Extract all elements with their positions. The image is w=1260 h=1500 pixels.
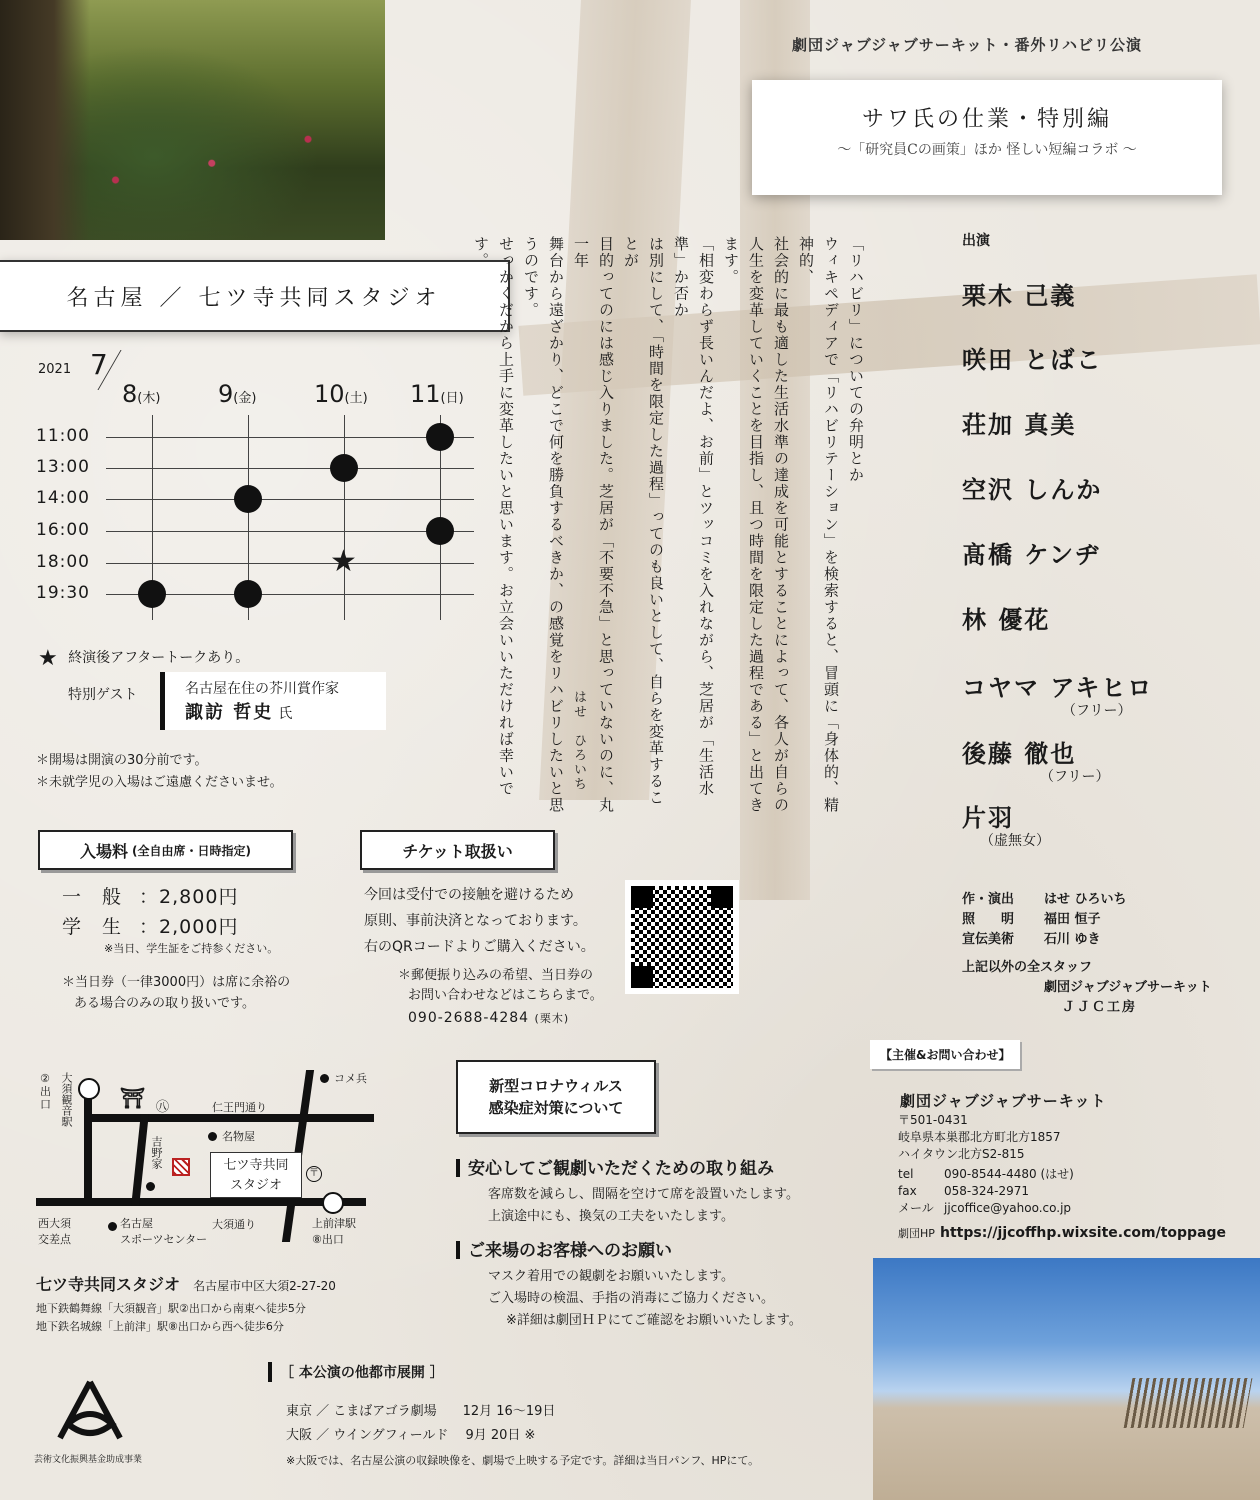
map-studio-1: 七ツ寺共同 bbox=[223, 1158, 289, 1173]
ticket-phone[interactable]: 090-2688-4284 bbox=[408, 1010, 530, 1026]
time-label: 11:00 bbox=[36, 426, 90, 446]
admission-label-sub: (全自由席・日時指定) bbox=[132, 843, 251, 858]
essay-line: 舞台から遠ざかり、どこで何を勝負するべきか、の感覚をリハビリしたいと思うのです。 bbox=[522, 236, 565, 814]
admission-label-box bbox=[38, 830, 293, 870]
cast-member-name: 髙橋 ケンヂ bbox=[962, 541, 1102, 569]
guest-honorific: 氏 bbox=[278, 706, 293, 722]
map-exit8: ⑧出口 bbox=[312, 1233, 344, 1246]
access-1: 地下鉄鶴舞線「大須観音」駅②出口から南東へ徒歩5分 bbox=[36, 1302, 306, 1315]
day-header bbox=[314, 380, 368, 408]
map-nishiosu-2: 交差点 bbox=[38, 1233, 71, 1246]
covid-measure-1: 客席数を減らし、間隔を空けて席を設置いたします。 bbox=[488, 1187, 799, 1202]
venue-callout bbox=[210, 1152, 302, 1198]
venue-marker-icon bbox=[172, 1158, 190, 1176]
company-line: 劇団ジャブジャブサーキット・番外リハビリ公演 bbox=[792, 36, 1143, 54]
guest-desc: 名古屋在住の芥川賞作家 bbox=[185, 681, 339, 697]
covid-label-box bbox=[456, 1060, 656, 1134]
map-nishiosu-1: 西大須 bbox=[38, 1217, 71, 1230]
yoshinoya-dot-icon bbox=[146, 1182, 155, 1191]
general-price-row bbox=[62, 882, 238, 909]
ticket-note-1: ＊郵便振り込みの希望、当日券の bbox=[398, 968, 594, 983]
map-nishiosu bbox=[38, 1216, 71, 1248]
cast-member-name: 後藤 徹也 bbox=[962, 740, 1077, 768]
grant-text: 芸術文化振興基金助成事業 bbox=[34, 1455, 143, 1465]
essay-line: 人生を変革していくことを目指し、且つ時間を限定した過程である」と出てきます。 bbox=[722, 236, 765, 814]
performance-dot-icon bbox=[426, 517, 454, 545]
staff-role: 作・演出 bbox=[962, 892, 1015, 907]
cast-member-name: 空沢 しんか bbox=[962, 476, 1103, 504]
dune-photo bbox=[873, 1258, 1260, 1500]
cast-member-note: （虚無女） bbox=[980, 833, 1050, 849]
covid-heading-2: ご来場のお客様へのお願い bbox=[456, 1236, 672, 1261]
star-note: 終演後アフタートークあり。 bbox=[68, 650, 250, 666]
fax-label: fax bbox=[898, 1184, 917, 1198]
contact-label: 【主催&お問い合わせ】 bbox=[870, 1040, 1020, 1069]
map-komehyo: コメ兵 bbox=[334, 1072, 367, 1085]
day-header bbox=[410, 380, 464, 408]
essay-line: せっかくだから上手に変革したいと思います。お立会いいただければ幸いです。 bbox=[472, 236, 515, 797]
day-header bbox=[218, 380, 256, 408]
cast-member-name: 栗木 己義 bbox=[962, 282, 1077, 310]
ticket-text bbox=[364, 882, 595, 960]
schedule-year: 2021 bbox=[38, 362, 72, 377]
map-niomon: 仁王門通り bbox=[212, 1101, 267, 1114]
student-label: 学 生 bbox=[62, 916, 123, 938]
map-sports bbox=[120, 1216, 207, 1248]
grid-row-line bbox=[106, 499, 474, 500]
kamimaezu-station-icon bbox=[322, 1192, 344, 1214]
cast-member-name: コヤマ アキヒロ bbox=[962, 674, 1154, 702]
cast-member-name: 咲田 とばこ bbox=[962, 346, 1103, 374]
tour-osaka: 大阪 ／ ウイングフィールド 9月 20日 ※ bbox=[286, 1428, 536, 1443]
day-number: 10 bbox=[314, 380, 345, 408]
student-note: ※当日、学生証をご持参ください。 bbox=[104, 942, 279, 955]
access-map bbox=[36, 1066, 376, 1256]
hp-link[interactable]: https://jjcoffhp.wixsite.com/toppage bbox=[940, 1225, 1227, 1241]
ticket-label: チケット取扱い bbox=[360, 830, 555, 870]
day-header bbox=[122, 380, 160, 408]
door-note-2: ある場合のみの取り扱いです。 bbox=[74, 996, 255, 1011]
ticket-phone-owner: (栗木) bbox=[534, 1012, 570, 1025]
grid-row-line bbox=[106, 468, 474, 469]
time-label: 13:00 bbox=[36, 457, 90, 477]
ticket-note-2: お問い合わせなどはこちらまで。 bbox=[408, 988, 603, 1003]
contact-zip: 〒501-0431 bbox=[898, 1113, 968, 1127]
performance-dot-icon bbox=[138, 580, 166, 608]
performance-dot-icon bbox=[426, 423, 454, 451]
contact-details bbox=[898, 1166, 1074, 1217]
admission-label: 入場料 bbox=[80, 841, 129, 861]
contact-addr1: 岐阜県本巣郡北方町北方1857 bbox=[898, 1130, 1061, 1144]
covid-measures bbox=[488, 1184, 799, 1228]
covid-request-2: ご入場時の検温、手指の消毒にご協力ください。 bbox=[488, 1291, 775, 1306]
map-osu-kannon: 大須観音駅 bbox=[60, 1072, 73, 1127]
staff-row bbox=[962, 888, 1127, 907]
performance-star-icon: ★ bbox=[330, 544, 357, 579]
tour-note: ※大阪では、名古屋公演の収録映像を、劇場で上映する予定です。詳細は当日パンフ、HPにて。 bbox=[286, 1454, 760, 1467]
essay-line: 目的ってのには感じ入りました。芝居が「不要不急」と思っていないのに、丸一年 bbox=[572, 236, 615, 814]
map-road-west bbox=[84, 1088, 92, 1206]
tour-tokyo: 東京 ／ こまばアゴラ劇場 12月 16～19日 bbox=[286, 1404, 556, 1419]
covid-requests bbox=[488, 1266, 802, 1332]
essay-line: は別にして、「時間を限定した過程」ってのも良いとして、自らを変革することが bbox=[622, 236, 665, 806]
map-exit2: ②出口 bbox=[40, 1072, 51, 1111]
performance-dot-icon bbox=[234, 580, 262, 608]
time-label: 19:30 bbox=[36, 583, 90, 603]
star-icon: ★ bbox=[38, 646, 58, 671]
title-box bbox=[752, 80, 1222, 195]
staff-row bbox=[962, 928, 1101, 947]
access-info bbox=[36, 1300, 306, 1336]
ticket-qr-code[interactable] bbox=[625, 880, 739, 994]
play-subtitle: ～「研究員Cの画策」ほか 怪しい短編コラボ ～ bbox=[837, 142, 1137, 158]
staff-row bbox=[962, 908, 1101, 927]
general-label: 一 般 bbox=[62, 886, 123, 908]
performance-dot-icon bbox=[330, 454, 358, 482]
contact-addr2: ハイタウン北方S2-815 bbox=[898, 1147, 1025, 1161]
essay-signature: はせ ひろいち bbox=[571, 690, 586, 792]
tel-label: tel bbox=[898, 1167, 914, 1181]
map-meigaya: 名物屋 bbox=[222, 1130, 255, 1143]
covid-request-3: ※詳細は劇団ＨＰにてご確認をお願いいたします。 bbox=[506, 1313, 802, 1328]
tel-value[interactable]: 090-8544-4480 (はせ) bbox=[944, 1167, 1074, 1181]
garden-photo bbox=[0, 0, 385, 240]
grid-column-line bbox=[344, 415, 345, 620]
arts-fund-logo-icon bbox=[54, 1380, 126, 1440]
star-note-row bbox=[38, 644, 249, 674]
day-of-week: (土) bbox=[344, 391, 368, 406]
ticket-note bbox=[398, 966, 603, 1006]
others-1: 劇団ジャブジャブサーキット bbox=[1044, 980, 1212, 995]
play-title: サワ氏の仕業・特別編 bbox=[861, 107, 1112, 132]
ticket-line-1: 今回は受付での接触を避けるため bbox=[364, 887, 574, 903]
covid-measure-2: 上演途中にも、換気の工夫をいたします。 bbox=[488, 1209, 734, 1224]
covid-label-1: 新型コロナウィルス bbox=[489, 1077, 623, 1095]
ticket-line-2: 原則、事前決済となっております。 bbox=[364, 913, 587, 929]
map-koban-icon: ㊇ bbox=[156, 1100, 170, 1115]
staff-name: はせ ひろいち bbox=[1044, 892, 1127, 907]
others-2: ＪＪＣ工房 bbox=[1062, 1000, 1138, 1015]
contact-org: 劇団ジャブジャブサーキット bbox=[900, 1092, 1107, 1110]
hp-row bbox=[898, 1222, 1226, 1241]
time-label: 16:00 bbox=[36, 520, 90, 540]
time-label: 18:00 bbox=[36, 552, 90, 572]
mail-value[interactable]: jjcoffice@yahoo.co.jp bbox=[944, 1201, 1072, 1215]
covid-request-1: マスク着用での観劇をお願いいたします。 bbox=[488, 1269, 734, 1284]
grid-row-line bbox=[106, 437, 474, 438]
mail-label: メール bbox=[898, 1201, 934, 1215]
student-price-row bbox=[62, 912, 238, 939]
staff-role: 照 明 bbox=[962, 912, 1015, 927]
venue-title: 名古屋 ／ 七ツ寺共同スタジオ bbox=[0, 260, 510, 332]
staff-name: 福田 恒子 bbox=[1044, 912, 1101, 927]
map-kamimaezu bbox=[312, 1216, 356, 1248]
ticket-phone-row bbox=[408, 1010, 569, 1026]
guest-box bbox=[160, 672, 386, 730]
others-label: 上記以外の全スタッフ bbox=[962, 960, 1093, 975]
essay-line: 社会的に最も適した生活水準の達成を可能とすることによって、各人が自らの bbox=[772, 236, 790, 814]
door-note-1: ＊当日券（一律3000円）は席に余裕の bbox=[62, 975, 291, 990]
cast-member-name: 林 優花 bbox=[962, 606, 1051, 634]
map-venue-name: 七ツ寺共同スタジオ bbox=[36, 1275, 181, 1294]
map-osu-dori: 大須通り bbox=[212, 1218, 256, 1231]
komehyo-dot-icon bbox=[320, 1074, 329, 1083]
essay-line: 「リハビリ」についての弁明とか bbox=[847, 236, 865, 484]
staff-name: 石川 ゆき bbox=[1044, 932, 1101, 947]
qr-code-icon bbox=[631, 886, 733, 988]
map-sports-2: スポーツセンター bbox=[120, 1233, 208, 1246]
essay-block bbox=[468, 236, 868, 816]
map-venue-addr: 名古屋市中区大須2-27-20 bbox=[193, 1279, 336, 1293]
sports-dot-icon bbox=[108, 1222, 117, 1231]
schedule-month: 7 bbox=[90, 348, 108, 381]
day-number: 11 bbox=[410, 380, 441, 408]
note-line: ＊開場は開演の30分前です。 bbox=[36, 753, 208, 768]
day-of-week: (木) bbox=[137, 391, 161, 406]
map-studio-2: スタジオ bbox=[229, 1178, 282, 1193]
map-road-niomon bbox=[84, 1114, 374, 1122]
cast-member-note: （フリー） bbox=[1062, 703, 1132, 719]
tour-label: ［ 本公演の他都市展開 ］ bbox=[268, 1362, 444, 1382]
osu-kannon-station-icon bbox=[78, 1078, 100, 1100]
guest-name-row bbox=[185, 698, 386, 724]
covid-label-2: 感染症対策について bbox=[488, 1099, 624, 1117]
grid-row-line bbox=[106, 531, 474, 532]
time-label: 14:00 bbox=[36, 488, 90, 508]
grid-row-line bbox=[106, 563, 474, 564]
day-of-week: (金) bbox=[233, 391, 257, 406]
day-number: 9 bbox=[218, 380, 234, 408]
day-number: 8 bbox=[122, 380, 138, 408]
tour-list bbox=[286, 1400, 555, 1448]
staff-role: 宣伝美術 bbox=[962, 932, 1015, 947]
map-kamimaezu-1: 上前津駅 bbox=[312, 1217, 356, 1230]
day-of-week: (日) bbox=[440, 391, 464, 406]
cast-member-note: （フリー） bbox=[1040, 769, 1110, 785]
essay-line: 「相変わらず長いんだよ、お前」とツッコミを入れながら、芝居が「生活水準」か否か bbox=[672, 236, 715, 797]
door-note bbox=[62, 972, 290, 1014]
general-price: ：2,800円 bbox=[139, 886, 239, 908]
map-venue-row bbox=[36, 1272, 336, 1295]
map-post-icon: 〒 bbox=[306, 1166, 322, 1182]
hp-label: 劇団HP bbox=[898, 1227, 935, 1240]
covid-heading-1: 安心してご観劇いただくための取り組み bbox=[456, 1154, 774, 1179]
cast-member-name: 片羽 bbox=[962, 804, 1014, 832]
contact-address bbox=[898, 1112, 1061, 1163]
map-yoshinoya: 吉野家 bbox=[150, 1136, 163, 1169]
meigaya-dot-icon bbox=[208, 1132, 217, 1141]
ticket-line-3: 右のQRコードよりご購入ください。 bbox=[364, 939, 595, 955]
cast-label: 出演 bbox=[962, 233, 990, 249]
performance-dot-icon bbox=[234, 485, 262, 513]
map-sports-1: 名古屋 bbox=[120, 1217, 153, 1230]
arts-fund-logo bbox=[54, 1380, 126, 1440]
cast-member-name: 荘加 真美 bbox=[962, 411, 1077, 439]
guest-name: 諏訪 哲史 bbox=[185, 702, 274, 723]
fax-value: 058-324-2971 bbox=[944, 1184, 1030, 1198]
torii-icon: ⛩ bbox=[120, 1086, 146, 1110]
student-price: ：2,000円 bbox=[139, 916, 239, 938]
access-2: 地下鉄名城線「上前津」駅⑧出口から西へ徒歩6分 bbox=[36, 1320, 284, 1333]
essay-line: ウィキペディアで「リハビリテーション」を検索すると、冒頭に「身体的、精神的、 bbox=[797, 236, 840, 814]
schedule-notes bbox=[36, 750, 283, 794]
note-line: ＊未就学児の入場はご遠慮くださいませ。 bbox=[36, 775, 283, 790]
map-road-mid bbox=[131, 1114, 149, 1206]
guest-label: 特別ゲスト bbox=[68, 687, 138, 703]
